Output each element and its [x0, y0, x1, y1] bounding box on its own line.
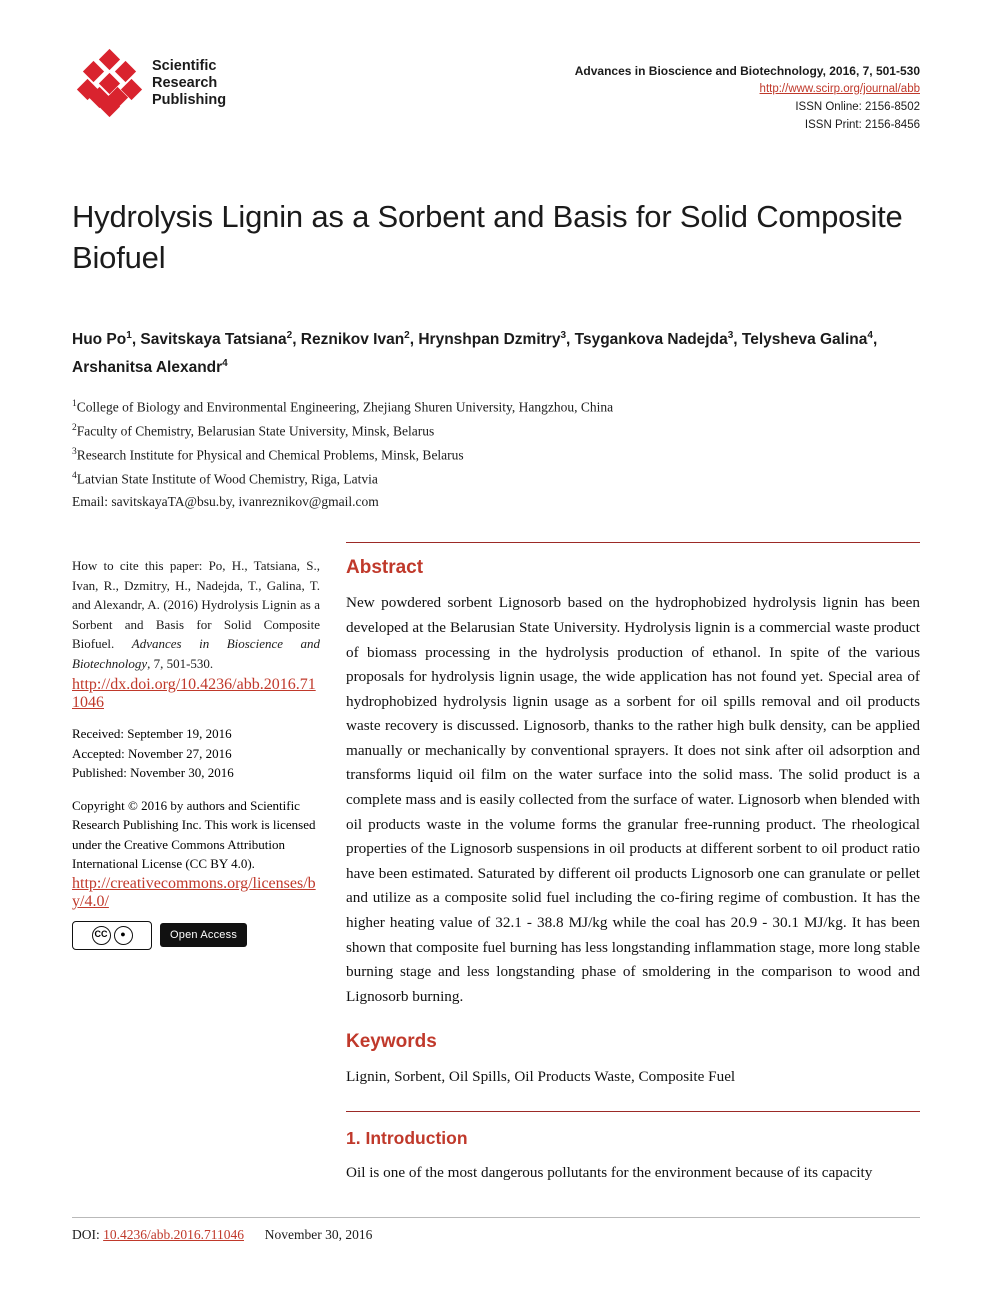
sidebar [72, 542, 320, 1186]
divider-top [346, 542, 920, 543]
accepted-line [72, 744, 320, 764]
how-to-cite-label: How to cite this paper: [72, 558, 203, 574]
publisher-name [152, 58, 226, 109]
received-label: Received: [72, 726, 124, 742]
logo-line-1: Scientific [152, 57, 217, 74]
journal-citation-line: Advances in Bioscience and Biotechnology, 2016, 7, 501-530 [574, 64, 920, 78]
footer-date: November 30, 2016 [264, 1227, 373, 1242]
content-area [72, 542, 920, 1186]
accepted-date: November 27, 2016 [127, 745, 232, 761]
citation-text-1: Po, H., Tatsiana, S., Ivan, R., Dzmitry, H., Nadejda, T., Galina, T. and Alexandr, A. (2016) Hydrolysis Lignin as a Sorbent and Basis for Solid Composite Biofuel. [72, 558, 321, 652]
issn-online: ISSN Online: 2156-8502 [795, 101, 920, 113]
journal-url-link[interactable]: http://www.scirp.org/journal/abb [759, 83, 920, 95]
affiliation-1: $^1$College of Biology and Environmental Engineering, Zhejiang Shuren University, Hangzhou, China [72, 399, 614, 415]
publisher-logo [72, 52, 226, 114]
author-list: Huo Po$^1$, Savitskaya Tatsiana$^2$, Reznikov Ivan$^2$, Hrynshpan Dzmitry$^3$, Tsygankova Nadejda$^3$, Telysheva Galina$^4$, Arshanitsa Alexandr$^4$ [72, 330, 878, 377]
footer-doi-label: DOI: [72, 1227, 100, 1242]
logo-line-2: Research [152, 74, 218, 91]
scirp-diamond-icon [80, 52, 142, 114]
doi-link-sidebar[interactable]: http://dx.doi.org/10.4236/abb.2016.711046 [72, 676, 316, 712]
published-line [72, 763, 320, 783]
creative-commons-icon[interactable] [72, 921, 152, 950]
abstract-heading: Abstract [346, 557, 424, 579]
keywords-text: Lignin, Sorbent, Oil Spills, Oil Products Waste, Composite Fuel [346, 1068, 736, 1086]
citation-journal: Advances in Bioscience and Biotechnology [72, 636, 321, 671]
affiliation-4: $^4$Latvian State Institute of Wood Chemistry, Riga, Latvia [72, 471, 378, 487]
logo-line-3: Publishing [152, 91, 227, 108]
page-title: Hydrolysis Lignin as a Sorbent and Basis for Solid Composite Biofuel [72, 199, 903, 275]
introduction-heading: 1. Introduction [346, 1128, 468, 1149]
footer-content [72, 1227, 920, 1243]
accepted-label: Accepted: [72, 745, 125, 761]
published-label: Published: [72, 765, 127, 781]
badge-row [72, 921, 320, 950]
keywords-heading: Keywords [346, 1031, 437, 1053]
copyright-text: Copyright © 2016 by authors and Scientific Research Publishing Inc. This work is licensed under the Creative Commons Attribution International License (CC BY 4.0). [72, 797, 316, 872]
received-line [72, 724, 320, 744]
received-date: September 19, 2016 [127, 726, 232, 742]
affiliation-list [72, 394, 920, 512]
affiliation-2: $^2$Faculty of Chemistry, Belarusian State University, Minsk, Belarus [72, 423, 435, 439]
license-link[interactable]: http://creativecommons.org/licenses/by/4.0/ [72, 874, 316, 910]
footer-divider [72, 1217, 920, 1218]
main-column [346, 542, 920, 1186]
cc-circle-icon: CC [92, 926, 111, 945]
introduction-text: Oil is one of the most dangerous pollutants for the environment because of its capacity [346, 1164, 873, 1182]
how-to-cite-block [72, 556, 320, 673]
footer-doi-link[interactable]: 10.4236/abb.2016.711046 [103, 1227, 244, 1242]
publication-dates [72, 724, 320, 783]
affiliation-3: $^3$Research Institute for Physical and Chemical Problems, Minsk, Belarus [72, 447, 464, 463]
cc-by-circle-icon: ● [114, 926, 133, 945]
journal-info [575, 52, 920, 134]
page-footer [72, 1217, 920, 1243]
divider-mid [346, 1111, 920, 1112]
open-access-badge[interactable]: Open Access [160, 923, 247, 947]
author-email-line: Email: savitskayaTA@bsu.by, ivanreznikov@gmail.com [72, 494, 379, 510]
issn-print: ISSN Print: 2156-8456 [804, 119, 920, 131]
citation-text-2: , 7, 501-530. [147, 655, 214, 671]
page-header [72, 0, 920, 134]
abstract-text: New powdered sorbent Lignosorb based on the hydrophobized hydrolysis lignin has been developed at the Belarusian State University. Hydrolysis lignin is a commercial waste product of biomass processing in the hydrolysis production of ethanol. In spite of the various proposals for hydrolysis lignin usage, the wide application has not found yet. Special area of hydrophobized hydrolysis lignin usage as a sorbent for oil spills removal and oil products waste recovery is discussed. Lignosorb, thanks to the rather high bulk density, can be applied manually or mechanically by conventional sprayers. It does not sink after oil adsorption and transforms liquid oil film on the water surface into the solid mass. The solid product is a complete mass and is easily collected from the surface of water. Lignosorb when blended with oil products waste in the volume forms the granular free-running product. The rheological properties of the Lignosorb suspensions in oil products at different sorbent to oil product ratio have been estimated. Saturated by different oil products Lignosorb one can granulate or pellet and utilize as a composite solid fuel including the co-firing regime of combustion. It has the higher heating value of 32.1 - 38.8 MJ/kg while the coal has 20.9 - 30.1 MJ/kg. It has been shown that composite fuel burning has less longstanding inflammation stage, more long stable burning stage and less longstanding phase of smoldering in the comparison to wood and Lignosorb burning. [346, 594, 920, 1005]
published-date: November 30, 2016 [130, 765, 234, 781]
